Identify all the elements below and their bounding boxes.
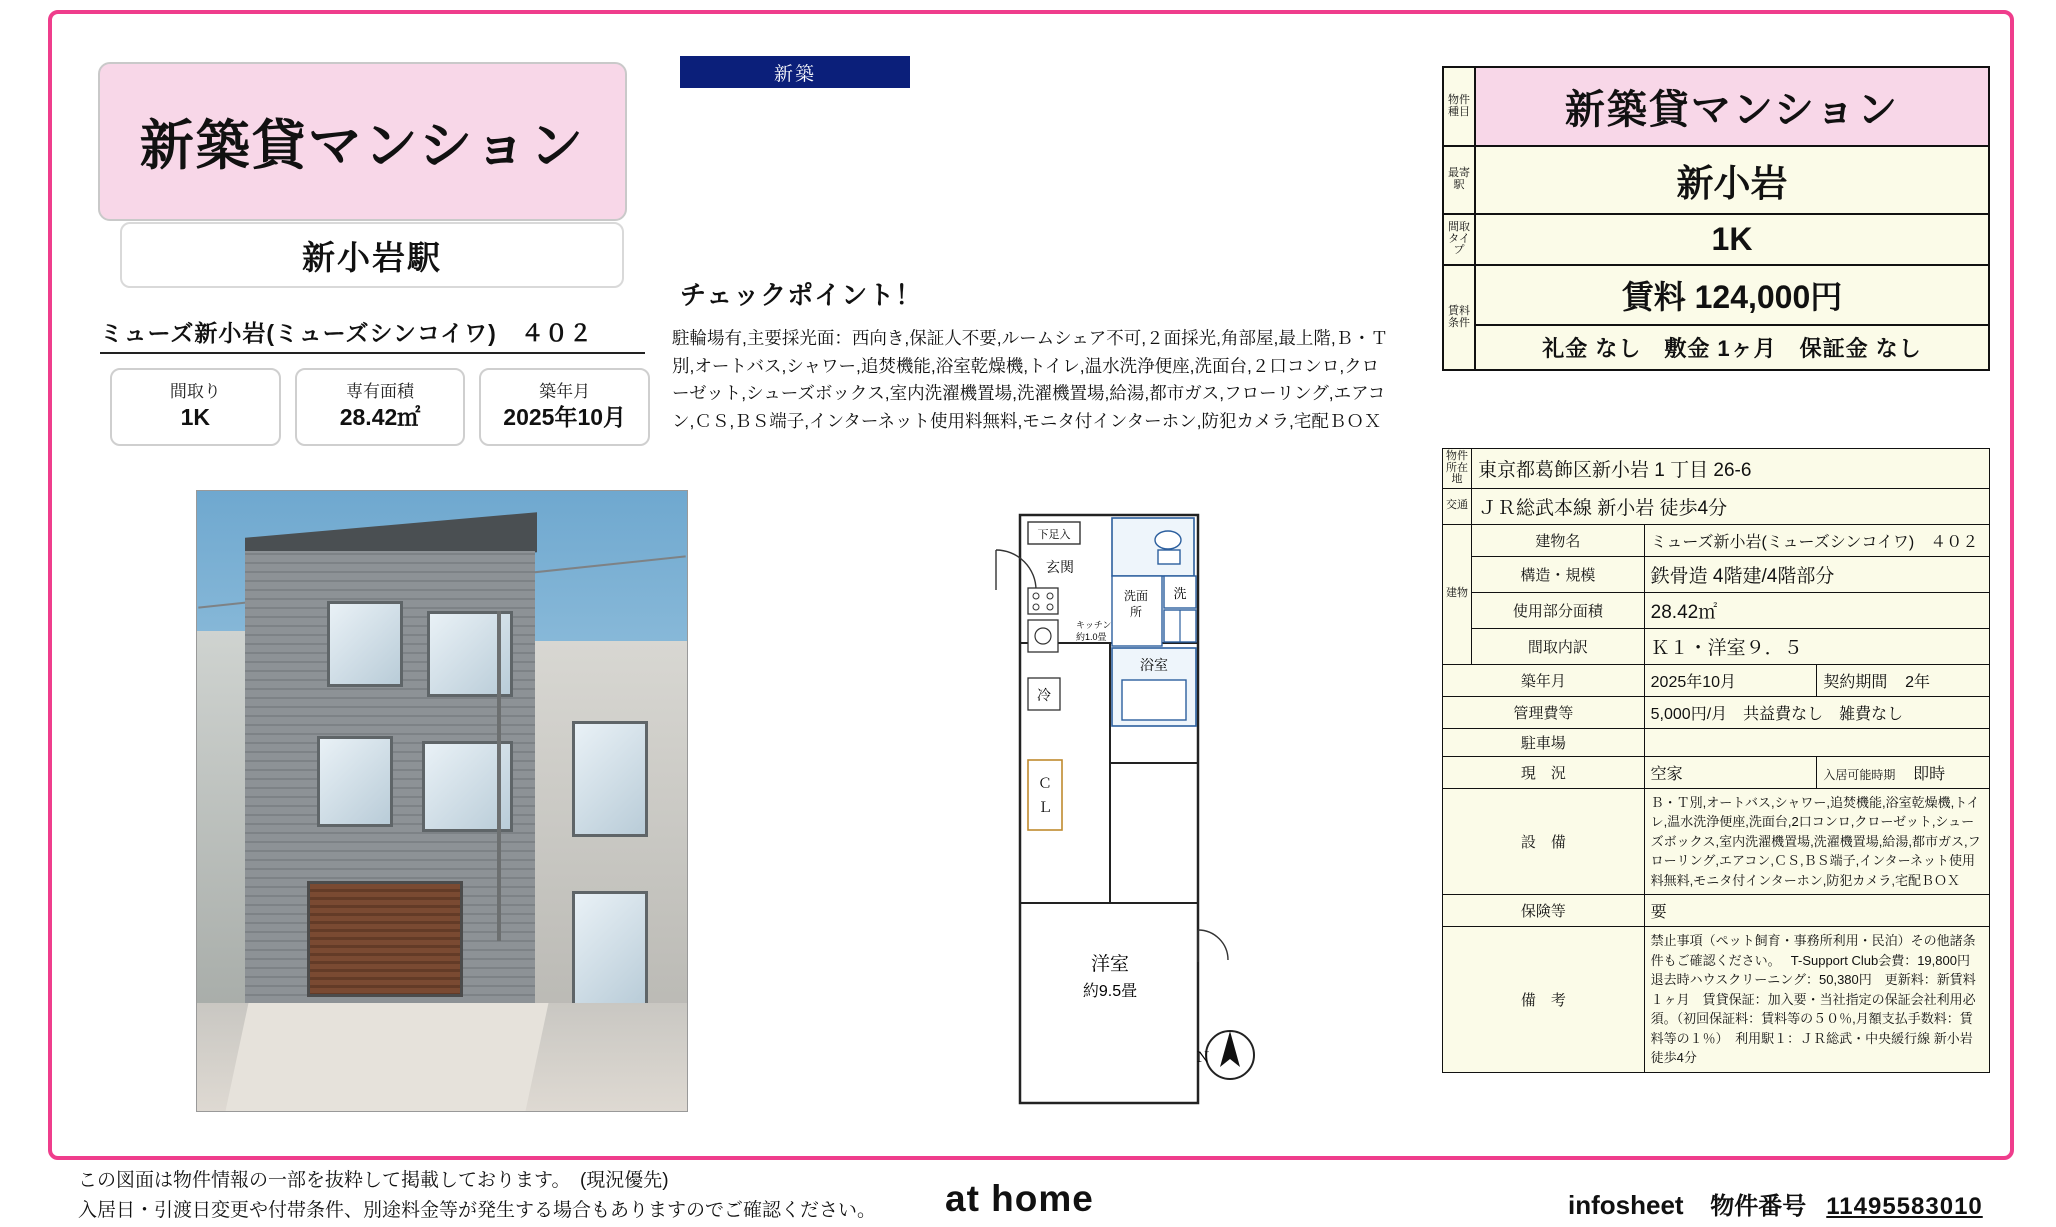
athome-logo: [945, 1178, 1094, 1220]
summary-row-conditions: [1443, 325, 1989, 370]
detail-value-bldg-name: ミューズ新小岩(ミューズシンコイワ) ４０２: [1644, 524, 1989, 556]
detail-label-building: 建物: [1443, 524, 1472, 664]
checkpoint-title: チェックポイント！: [680, 280, 923, 310]
page-title: [98, 62, 627, 221]
svg-text:下足入: 下足入: [1037, 529, 1071, 541]
infosheet-label: infosheet: [1568, 1190, 1684, 1220]
detail-value-remarks: 禁止事項（ペット飼育・事務所利用・民泊）その他諸条件もご確認ください。 T-Support Club会費：19,800円 退去時ハウスクリーニング：50,380円 更新料：新賃料１ヶ月 賃貸保証：加入要・当社指定の保証会社利用必須。（初回保証料：賃料等の５０％,月額支払手数料：賃料等の１％） 利用駅１：ＪＲ総武・中央緩行線 新小岩 徒歩4分: [1644, 927, 1989, 1073]
property-no-value: 11495583010: [1826, 1193, 1983, 1220]
detail-table: [1442, 448, 1990, 1073]
athome-logo-text: at home: [945, 1178, 1094, 1219]
svg-text:洗面: 洗面: [1123, 589, 1149, 603]
detail-label-builddate: 築年月: [1443, 664, 1645, 696]
detail-label-status: 現 況: [1443, 756, 1645, 788]
detail-contract-cell: [1817, 664, 1990, 696]
detail-row-layout-breakdown: [1443, 628, 1990, 664]
station-badge: [120, 222, 624, 288]
svg-text:洋室: 洋室: [1090, 954, 1130, 975]
photo-walkway: [226, 1003, 549, 1111]
detail-row-admin: [1443, 696, 1990, 728]
photo-window: [317, 736, 393, 827]
spec-built: [479, 368, 650, 446]
detail-row-building-name: [1443, 524, 1990, 556]
detail-value-area: 28.42㎡: [1644, 592, 1989, 628]
building-name: ミューズ新小岩(ミューズシンコイワ) ４０２: [100, 320, 593, 346]
detail-value-layout-breakdown: Ｋ１・洋室９．５: [1644, 628, 1989, 664]
summary-label-rent: 賃料条件: [1443, 265, 1475, 370]
detail-value-equipment: Ｂ・Ｔ別,オートバス,シャワー,追焚機能,浴室乾燥機,トイレ,温水洗浄便座,洗面台,2口コンロ,クローゼット,シューズボックス,室内洗濯機置場,洗濯機置場,給湯,都市ガス,フローリング,エアコン,ＣＳ,ＢＳ端子,インターネット使用料無料,モニタ付インターホン,防犯カメラ,宅配ＢＯＸ: [1644, 788, 1989, 895]
detail-value-contract: 2年: [1905, 673, 1931, 691]
summary-value-layout: 1K: [1475, 214, 1989, 265]
footer-note-line1: この図面は物件情報の一部を抜粋して掲載しております。 (現況優先): [78, 1170, 669, 1191]
page-title-text: 新築貸マンション: [139, 116, 586, 176]
summary-row-station: [1443, 146, 1989, 214]
divider: [100, 352, 645, 354]
detail-movein-cell: [1817, 756, 1990, 788]
detail-row-area: [1443, 592, 1990, 628]
detail-value-movein: 即時: [1913, 765, 1946, 783]
detail-label-bldg-name: 建物名: [1472, 524, 1645, 556]
spec-built-label: 築年月: [539, 382, 591, 402]
summary-table: [1442, 66, 1990, 371]
svg-text:約9.5畳: 約9.5畳: [1082, 983, 1138, 1000]
detail-row-status: [1443, 756, 1990, 788]
detail-row-parking: [1443, 728, 1990, 756]
detail-row-remarks: [1443, 927, 1990, 1073]
detail-value-access: ＪＲ総武本線 新小岩 徒歩4分: [1472, 488, 1990, 524]
spec-area: [295, 368, 466, 446]
new-build-tag: [680, 56, 910, 88]
summary-value-type: 新築貸マンション: [1475, 67, 1989, 146]
detail-row-builddate: [1443, 664, 1990, 696]
detail-label-admin: 管理費等: [1443, 696, 1645, 728]
svg-text:Ｎ: Ｎ: [1196, 1049, 1210, 1065]
photo-utility-pole: [497, 611, 501, 941]
summary-row-layout: [1443, 214, 1989, 265]
summary-value-station: 新小岩: [1475, 146, 1989, 214]
footer-infosheet: [1568, 1186, 1983, 1221]
detail-row-equipment: [1443, 788, 1990, 895]
svg-text:冷: 冷: [1037, 687, 1051, 703]
floor-plan: [960, 510, 1260, 1110]
detail-label-equipment: 設 備: [1443, 788, 1645, 895]
property-no-label: 物件番号: [1710, 1193, 1807, 1220]
svg-text:所: 所: [1129, 605, 1143, 619]
summary-label-station: 最寄駅: [1443, 146, 1475, 214]
detail-value-admin: 5,000円/月 共益費なし 雑費なし: [1644, 696, 1989, 728]
detail-value-structure: 鉄骨造 4階建/4階部分: [1644, 556, 1989, 592]
svg-text:約1.0畳: 約1.0畳: [1076, 632, 1107, 642]
detail-label-contract: 契約期間: [1823, 673, 1888, 691]
photo-window: [572, 721, 648, 837]
footer-note-line2: 入居日・引渡日変更や付帯条件、別途料金等が発生する場合もありますのでご確認ください。: [78, 1200, 877, 1222]
spec-area-label: 専有面積: [346, 382, 414, 402]
detail-label-access: 交通: [1443, 488, 1472, 524]
detail-label-area: 使用部分面積: [1472, 592, 1645, 628]
detail-label-address: 物件所在地: [1443, 449, 1472, 489]
summary-value-conditions: 礼金 なし 敷金 1ヶ月 保証金 なし: [1475, 325, 1989, 370]
detail-label-movein: 入居可能時期: [1823, 767, 1896, 782]
spec-layout: [110, 368, 281, 446]
photo-window: [572, 891, 648, 1007]
spec-area-value: 28.42㎡: [339, 403, 421, 430]
detail-value-builddate: 2025年10月: [1644, 664, 1817, 696]
detail-value-status: 空家: [1644, 756, 1817, 788]
detail-row-insurance: [1443, 895, 1990, 927]
detail-label-parking: 駐車場: [1443, 728, 1645, 756]
detail-label-structure: 構造・規模: [1472, 556, 1645, 592]
footer-note: [78, 1166, 876, 1227]
detail-label-remarks: 備 考: [1443, 927, 1645, 1073]
spec-built-value: 2025年10月: [503, 403, 627, 430]
detail-row-structure: [1443, 556, 1990, 592]
new-build-tag-text: 新築: [773, 63, 816, 85]
summary-label-layout: 間取タイプ: [1443, 214, 1475, 265]
svg-text:Ｌ: Ｌ: [1038, 799, 1052, 815]
detail-value-insurance: 要: [1644, 895, 1989, 927]
photo-window: [327, 601, 403, 687]
detail-label-insurance: 保険等: [1443, 895, 1645, 927]
property-photo: [196, 490, 688, 1112]
summary-row-rent: [1443, 265, 1989, 325]
summary-row-type: [1443, 67, 1989, 146]
summary-label-type: 物件種目: [1443, 67, 1475, 146]
summary-value-rent: 賃料 124,000円: [1475, 265, 1989, 325]
detail-row-access: [1443, 488, 1990, 524]
svg-text:浴室: 浴室: [1140, 657, 1168, 673]
detail-row-address: [1443, 449, 1990, 489]
spec-layout-value: 1K: [180, 403, 211, 430]
svg-text:キッチン: キッチン: [1076, 620, 1112, 630]
detail-label-layout-breakdown: 間取内訳: [1472, 628, 1645, 664]
photo-garage-shutter: [307, 881, 463, 997]
svg-text:Ｃ: Ｃ: [1038, 775, 1052, 791]
checkpoint-body: 駐輪場有,主要採光面：西向き,保証人不要,ルームシェア不可,２面採光,角部屋,最上階,Ｂ・Ｔ別,オートバス,シャワー,追焚機能,浴室乾燥機,トイレ,温水洗浄便座,洗面台,２口コンロ,クローゼット,シューズボックス,室内洗濯機置場,洗濯機置場,給湯,都市ガス,フローリング,エアコン,ＣＳ,ＢＳ端子,インターネット使用料無料,モニタ付インターホン,防犯カメラ,宅配ＢＯＸ: [672, 328, 1389, 431]
detail-value-address: 東京都葛飾区新小岩 1 丁目 26-6: [1472, 449, 1990, 489]
spec-summary-row: [110, 368, 650, 446]
spec-layout-label: 間取り: [169, 382, 221, 402]
station-name: 新小岩駅: [302, 238, 442, 276]
svg-text:玄関: 玄関: [1046, 559, 1074, 575]
svg-text:洗: 洗: [1173, 586, 1187, 601]
detail-value-parking: [1644, 728, 1989, 756]
floor-plan-svg: [960, 510, 1260, 1110]
